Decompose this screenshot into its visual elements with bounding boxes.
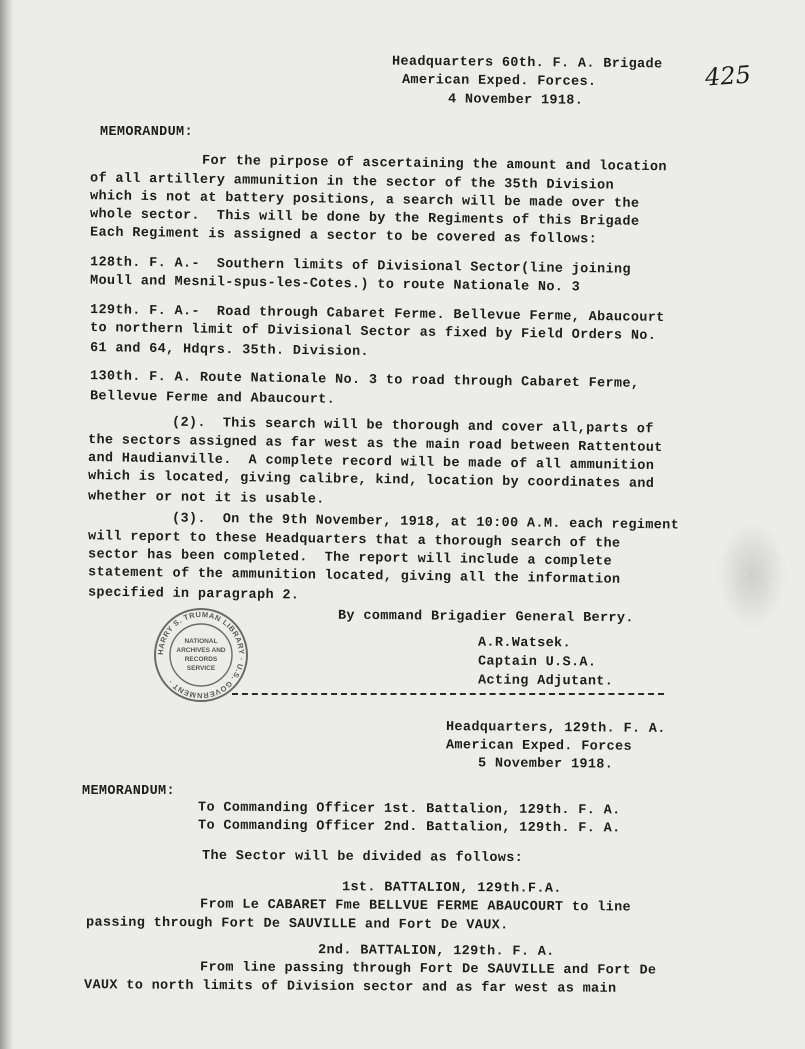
assignment-130-line-2: Bellevue Ferme and Abaucourt. — [89, 389, 336, 408]
header-2-line-2: American Exped. Forces — [445, 738, 633, 755]
paragraph-2-line-2: the sectors assigned as far west as the main road between Rattentout — [87, 432, 663, 457]
memo-2-to-line-1: To Commanding Officer 1st. Battalion, 129th. F. A. — [197, 800, 621, 819]
battalion-1-line-2: passing through Fort De SAUVILLE and Fort De VAUX. — [85, 915, 509, 934]
stamp-line-3: RECORDS — [184, 656, 218, 663]
paragraph-3-line-5: specified in paragraph 2. — [87, 585, 300, 604]
header-1-line-2: American Exped. Forces. — [401, 72, 597, 91]
battalion-1-title: 1st. BATTALION, 129th.F.A. — [341, 880, 562, 897]
paragraph-3-line-4: statement of the ammunition located, giving all the information — [87, 565, 621, 588]
assignment-128-line-1: 128th. F. A.- Southern limits of Divisional Sector(line joining — [89, 255, 631, 278]
signature-name: A.R.Watsek. — [477, 635, 572, 652]
memo-1-intro-line-1: For the pirpose of ascertaining the amount and location — [201, 153, 667, 176]
header-2-line-3: 5 November 1918. — [477, 756, 614, 773]
assignment-129-line-3: 61 and 64, Hdqrs. 35th. Division. — [89, 341, 370, 360]
header-2-line-1: Headquarters, 129th. F. A. — [445, 720, 666, 737]
paragraph-3-line-2: will report to these Headquarters that a thorough search of the — [87, 529, 621, 552]
memo-1-intro-line-5: Each Regiment is assigned a sector to be covered as follows: — [89, 225, 598, 248]
signature-rank: Captain U.S.A. — [477, 654, 597, 671]
paragraph-2-line-4: which is located, giving calibre, kind, location by coordinates and — [87, 469, 655, 492]
stamp-line-1: NATIONAL — [184, 638, 218, 645]
archive-stamp — [153, 607, 249, 703]
battalion-1-line-1: From Le CABARET Fme BELLVUE FERME ABAUCOURT to line — [199, 897, 632, 916]
closing-line: By command Brigadier General Berry. — [337, 608, 634, 627]
header-1-line-1: Headquarters 60th. F. A. Brigade — [391, 54, 663, 73]
paragraph-3-line-3: sector has been completed. The report will include a complete — [87, 547, 613, 570]
memo-1-intro-line-3: which is not at battery positions, a search will be made over the — [89, 189, 640, 212]
scan-edge-shadow — [0, 0, 14, 1049]
paragraph-2-line-5: whether or not it is usable. — [87, 489, 325, 508]
memo-1-heading: MEMORANDUM: — [100, 125, 193, 140]
header-1-line-3: 4 November 1918. — [447, 92, 584, 109]
scan-smudge — [717, 520, 787, 630]
assignment-130-line-1: 130th. F. A. Route Nationale No. 3 to road through Cabaret Ferme, — [89, 369, 640, 392]
assignment-129-line-1: 129th. F. A.- Road through Cabaret Ferme. Bellevue Ferme, Abaucourt — [89, 302, 665, 327]
page-number: 425 — [704, 60, 752, 92]
memo-2-heading: MEMORANDUM: — [82, 784, 175, 799]
memo-2-to-line-2: To Commanding Officer 2nd. Battalion, 129th. F. A. — [197, 818, 621, 837]
stamp-line-2: ARCHIVES AND — [176, 647, 226, 654]
stamp-line-4: SERVICE — [186, 665, 216, 672]
memo-2-intro: The Sector will be divided as follows: — [201, 848, 524, 867]
signature-title: Acting Adjutant. — [477, 673, 614, 690]
memo-1-intro-line-2: of all artillery ammunition in the sector of the 35th Division — [89, 171, 615, 194]
battalion-2-title: 2nd. BATTALION, 129th. F. A. — [317, 943, 555, 960]
stamp-seal-icon — [153, 607, 249, 703]
stamp-ring-text: HARRY S. TRUMAN LIBRARY · U.S. GOVERNMENT · — [155, 609, 247, 701]
paragraph-2-line-3: and Haudianville. A complete record will be made of all ammunition — [87, 451, 655, 474]
assignment-129-line-2: to northern limit of Divisional Sector as fixed by Field Orders No. — [89, 321, 657, 344]
assignment-128-line-2: Moull and Mesnil-spus-les-Cotes.) to route Nationale No. 3 — [89, 273, 581, 296]
memo-1-intro-line-4: whole sector. This will be done by the Regiments of this Brigade — [89, 207, 640, 230]
battalion-2-line-2: VAUX to north limits of Division sector and as far west as main — [83, 978, 617, 997]
battalion-2-line-1: From line passing through Fort De SAUVILLE and Fort De — [199, 960, 657, 979]
paragraph-2-line-1: (2). This search will be thorough and cover all,parts of — [171, 415, 654, 438]
paragraph-3-line-1: (3). On the 9th November, 1918, at 10:00 A.M. each regiment — [171, 511, 680, 534]
section-divider — [232, 693, 664, 695]
